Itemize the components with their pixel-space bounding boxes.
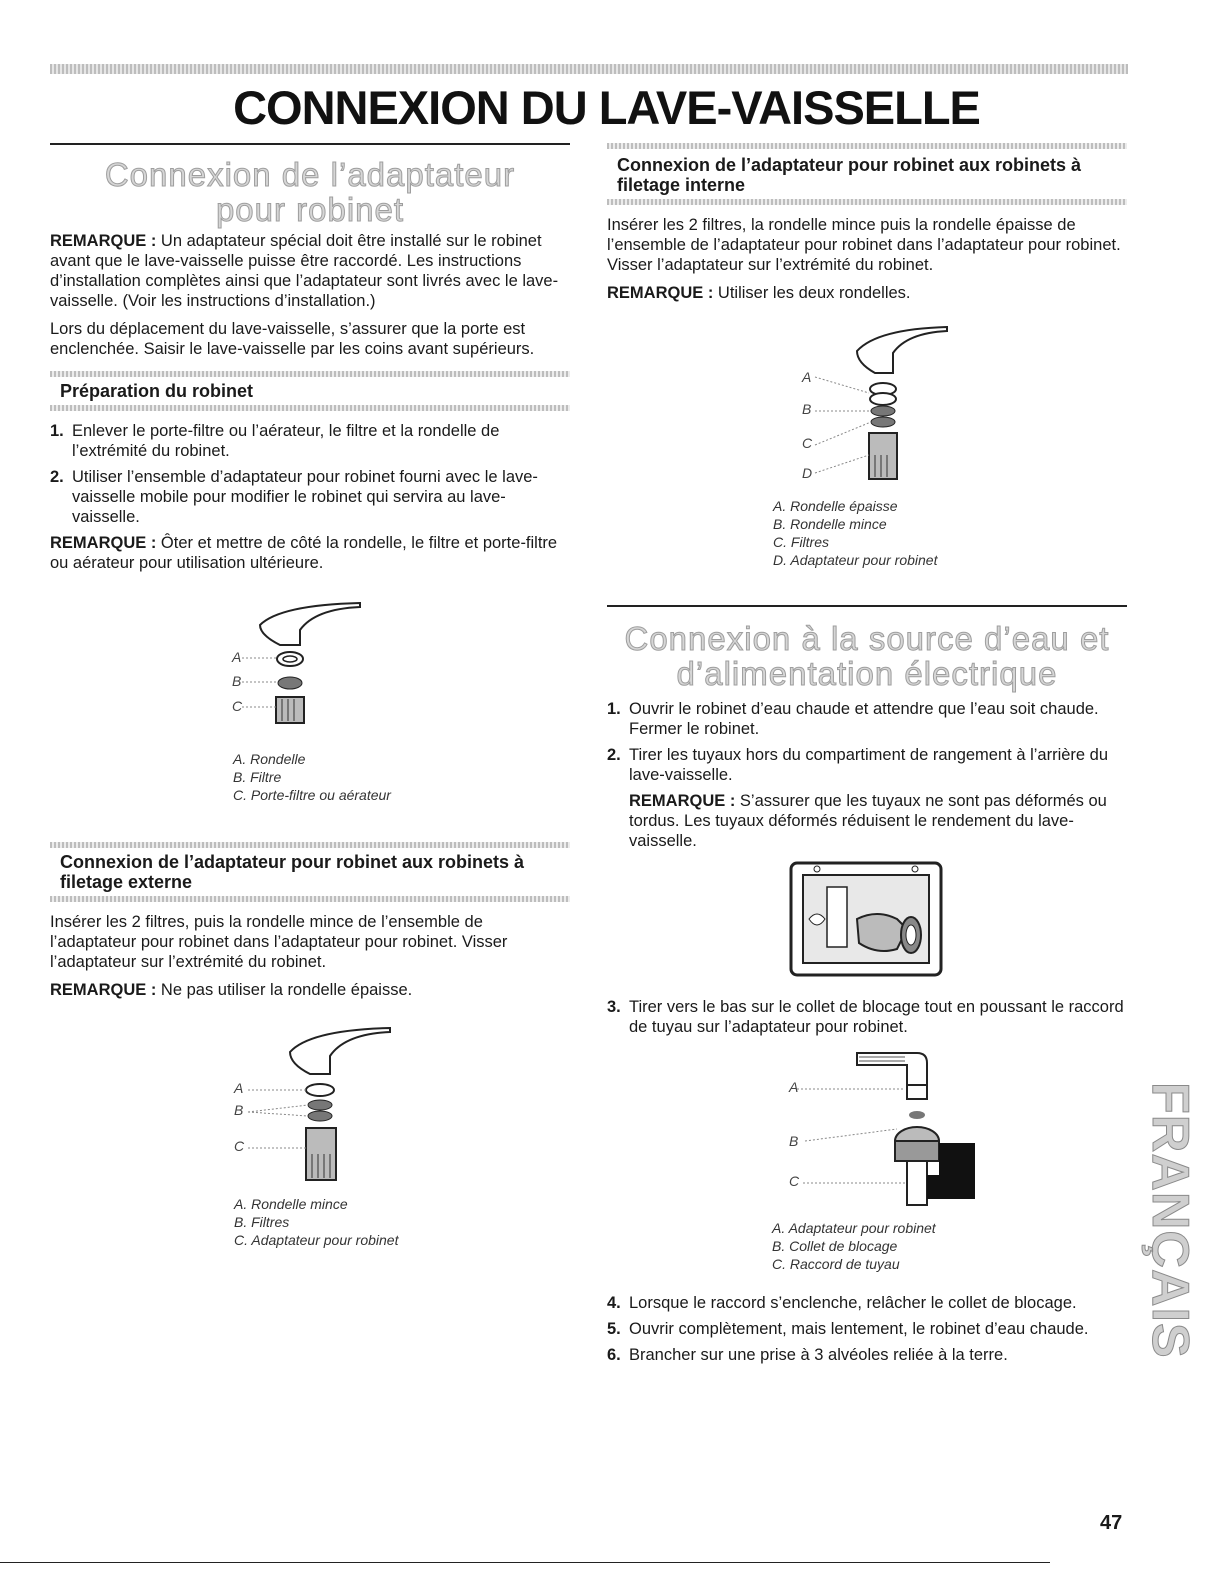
language-side-tab: FRANÇAIS: [1141, 1082, 1199, 1359]
fig-label-c: C: [232, 698, 243, 714]
figure-captions: A. Adaptateur pour robinet B. Collet de blocage C. Raccord de tuyau: [772, 1220, 936, 1272]
faucet-diagram-icon: [220, 585, 420, 745]
subheading-external: Connexion de l’adaptateur pour robinet aux robinets à filetage externe: [60, 852, 525, 892]
fig-label-a: A: [234, 1080, 244, 1096]
page-title: CONNEXION DU LAVE-VAISSELLE: [233, 81, 980, 134]
fig-label-b: B: [232, 673, 242, 689]
list-item: 1. Enlever le porte-filtre ou l’aérateur, le filtre et la rondelle de l’extrémité du robinet.: [50, 422, 500, 460]
fig-label-c: C: [802, 435, 813, 451]
hose-compartment-figure: [607, 859, 1127, 987]
fig-label-c: C: [234, 1138, 245, 1154]
figure-captions: A. Rondelle mince B. Filtres C. Adaptateur pour robinet: [234, 1196, 399, 1248]
figure-captions: A. Rondelle épaisse B. Rondelle mince C. Filtres D. Adaptateur pour robinet: [773, 498, 938, 568]
section-title-adapter: Connexion de l’adaptateur pour robinet: [104, 156, 516, 228]
fig-label-b: B: [789, 1133, 799, 1149]
steps-list: [607, 1293, 1127, 1365]
list-item: 2. Tirer les tuyaux hors du compartiment de rangement à l’arrière du lave-vaisselle.: [607, 746, 1109, 784]
paragraph: Insérer les 2 filtres, la rondelle mince puis la rondelle épaisse de l’ensemble de l’adaptateur pour robinet dans l’adaptateur pour robinet. Visser l’adaptateur sur l’extrémité du robinet.: [607, 216, 1121, 274]
fig-label-b: B: [802, 401, 812, 417]
faucet-diagram-icon: [787, 315, 987, 490]
note-paragraph: REMARQUE : Un adaptateur spécial doit être installé sur le robinet avant que le lave-vaisselle puisse être raccordé. Les instructions d’installation complètes ainsi que l’adaptateur sont livrés avec le lave-vaisselle. (Voir les instructions d’installation.): [50, 232, 559, 310]
hose-connector-icon: [777, 1043, 977, 1213]
figure-captions: A. Rondelle B. Filtre C. Porte-filtre ou aérateur: [233, 751, 391, 803]
note-paragraph: REMARQUE : Ne pas utiliser la rondelle épaisse.: [50, 981, 413, 999]
fig-label-b: B: [234, 1102, 244, 1118]
paragraph: Insérer les 2 filtres, puis la rondelle mince de l’ensemble de l’adaptateur pour robinet dans l’adaptateur pour robinet. Visser l’adaptateur sur l’extrémité du robinet.: [50, 913, 508, 971]
note-paragraph: REMARQUE : Utiliser les deux rondelles.: [607, 284, 911, 302]
faucet-figure-2: [50, 1012, 570, 1252]
list-item: 3. Tirer vers le bas sur le collet de blocage tout en poussant le raccord de tuyau sur l’adaptateur pour robinet.: [607, 998, 1124, 1036]
section-title-water: Connexion à la source d’eau et d’alimentation électrique: [624, 620, 1110, 692]
paragraph: Lors du déplacement du lave-vaisselle, s’assurer que la porte est enclenchée. Saisir le lave-vaisselle par les coins avant supérieurs.: [50, 320, 535, 358]
left-column: [50, 143, 570, 1252]
connector-figure: [607, 1043, 1127, 1293]
page-number: 47: [1100, 1512, 1123, 1534]
faucet-figure-3: [607, 315, 1127, 593]
faucet-figure-1: [50, 585, 570, 830]
steps-list: [607, 997, 1127, 1037]
note-paragraph: REMARQUE : S’assurer que les tuyaux ne sont pas déformés ou tordus. Les tuyaux déformés réduisent le rendement du lave-vaisselle.: [629, 792, 1107, 850]
fig-label-a: A: [802, 369, 812, 385]
list-item: 5. Ouvrir complètement, mais lentement, le robinet d’eau chaude.: [607, 1320, 1089, 1338]
steps-list: [607, 699, 1127, 785]
subheading-preparation: Préparation du robinet: [60, 381, 254, 401]
fig-label-d: D: [802, 465, 813, 481]
list-item: 2. Utiliser l’ensemble d’adaptateur pour robinet fourni avec le lave-vaisselle mobile pour modifier le robinet qui servira au lave-vaisselle.: [50, 468, 538, 526]
subheading-internal: Connexion de l’adaptateur pour robinet aux robinets à filetage interne: [617, 155, 1082, 195]
fig-label-a: A: [789, 1079, 799, 1095]
fig-label-a: A: [232, 649, 242, 665]
steps-list: [50, 421, 570, 527]
note-paragraph: REMARQUE : Ôter et mettre de côté la rondelle, le filtre et porte-filtre ou aérateur pour utilisation ultérieure.: [50, 534, 558, 572]
faucet-diagram-icon: [220, 1012, 440, 1187]
list-item: 1. Ouvrir le robinet d’eau chaude et attendre que l’eau soit chaude. Fermer le robinet.: [607, 700, 1099, 738]
bottom-rule: [0, 1562, 1050, 1563]
list-item: 6. Brancher sur une prise à 3 alvéoles reliée à la terre.: [607, 1346, 1008, 1364]
top-dotted-bar: [50, 64, 1128, 74]
fig-label-c: C: [789, 1173, 800, 1189]
right-column: [607, 143, 1127, 1371]
list-item: 4. Lorsque le raccord s’enclenche, relâcher le collet de blocage.: [607, 1294, 1077, 1312]
hose-compartment-icon: [787, 859, 947, 981]
